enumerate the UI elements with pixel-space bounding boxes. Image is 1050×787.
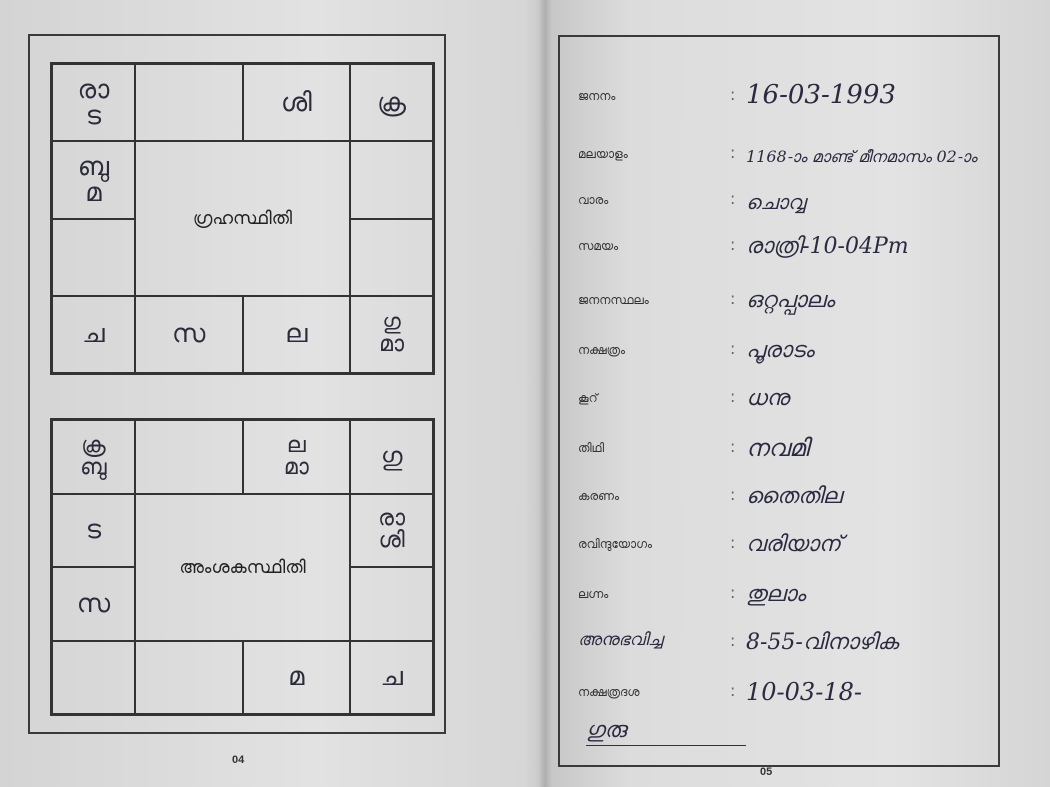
field-label: തിഥി [578,441,605,455]
field-row-nakshatradasha [578,664,998,704]
graha-cell-r2c4 [350,141,433,218]
amsha-cell-r4c1 [52,641,135,715]
field-colon: : [730,485,736,504]
amsha-cell-r4c2 [135,641,243,715]
field-colon: : [730,235,736,254]
field-colon: : [730,289,736,308]
field-value: നവമി [746,434,809,462]
field-colon: : [730,681,736,700]
amsha-cell-r4c4: ച [350,641,433,715]
field-value: പൂരാടം [746,338,814,363]
field-colon: : [730,533,736,552]
field-label: മലയാളം [578,147,628,161]
field-row-lagnam [578,566,998,606]
graha-cell-r3c4 [350,219,433,296]
amsha-cell-r1c4: ഗു [350,420,433,494]
field-row-samayam [578,218,998,258]
field-value: രാത്രി-10-04Pm [746,234,909,259]
amsha-chart-title: അംശകസ്ഥിതി [135,494,350,641]
amsha-cell-r2c1: ട [52,494,135,568]
field-value: ധനു [746,386,790,411]
field-value: 16-03-1993 [746,80,896,110]
field-label: ജനനം [578,89,616,103]
field-row-ravindu-yogam [578,516,998,556]
amsha-cell-r1c1: ക്ര ബു [52,420,135,494]
field-colon: : [730,631,736,650]
field-value: ചൊവ്വ [746,190,806,214]
field-value: 10-03-18- [746,678,862,706]
field-colon: : [730,583,736,602]
graha-cell-r3c1 [52,219,135,296]
field-label: ജനനസ്ഥലം [578,293,649,307]
graha-cell-r4c2: സ [135,296,243,373]
field-value: തുലാം [746,582,806,607]
graha-cell-r2c1: ബു മ [52,141,135,218]
field-label: അനുഭവിച്ച [578,630,663,650]
field-value: തൈതില [746,484,842,509]
field-row-nakshatram [578,322,998,362]
field-label: രവിന്ദുയോഗം [578,537,653,551]
field-colon: : [730,189,736,208]
field-label: നക്ഷത്രദശ [578,685,640,699]
graha-cell-r4c3: ല [243,296,351,373]
field-label: കരണം [578,489,619,503]
field-row-vaaram [578,172,998,212]
signature: ഗുരു [586,718,627,743]
amsha-cell-r1c3: ല മാ [243,420,351,494]
amsha-chart [50,418,435,716]
graha-cell-r1c2 [135,64,243,141]
field-value: വരിയാന് [746,532,841,557]
graha-cell-r4c4: ഗു മാ [350,296,433,373]
field-value: ഒറ്റപ്പാലം [746,288,835,313]
field-colon: : [730,437,736,456]
amsha-cell-r3c1: സ [52,567,135,641]
field-row-jananasthalam [578,272,998,312]
field-value: 8-55-വിനാഴിക [746,630,899,655]
field-value: 1168-ാം മാണ്ട് മീനമാസം 02-ാം [746,146,977,166]
field-label: വാരം [578,193,609,207]
right-page-number: 05 [760,766,773,778]
amsha-cell-r2c4: രാ ശി [350,494,433,568]
amsha-cell-r3c4 [350,567,433,641]
field-label: സമയം [578,239,619,253]
field-label: നക്ഷത്രം [578,343,626,357]
graha-cell-r1c1: രാ ട [52,64,135,141]
field-row-karanam [578,468,998,508]
amsha-cell-r4c3: മ [243,641,351,715]
page-fold [538,0,552,787]
graha-chart [50,62,435,375]
field-colon: : [730,85,736,104]
field-colon: : [730,339,736,358]
graha-cell-r1c4: ക്ര [350,64,433,141]
graha-chart-title: ഗ്രഹസ്ഥിതി [135,141,350,296]
field-row-anubhavicha [578,614,998,654]
field-label: കൂറ് [578,391,598,405]
signature-underline [586,745,746,746]
field-colon: : [730,387,736,406]
amsha-cell-r1c2 [135,420,243,494]
graha-cell-r1c3: ശി [243,64,351,141]
left-page-number: 04 [232,754,245,766]
field-row-malayalam [578,126,998,166]
field-row-koor [578,370,998,410]
field-label: ലഗ്നം [578,587,609,601]
field-row-janana [578,68,998,108]
graha-cell-r4c1: ച [52,296,135,373]
field-colon: : [730,143,736,162]
field-row-thithi [578,420,998,460]
